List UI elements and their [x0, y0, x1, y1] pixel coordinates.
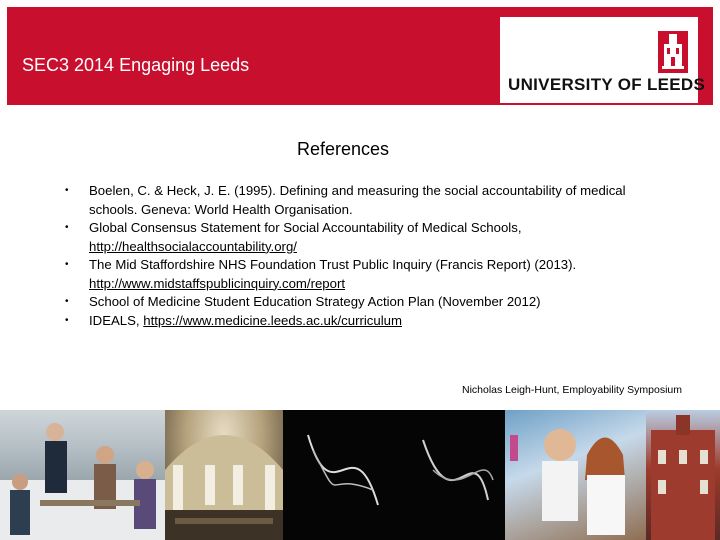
reference-link[interactable]: http://healthsocialaccountability.org/: [89, 238, 297, 254]
light-sculpture-photo: [283, 410, 505, 540]
list-item: • School of Medicine Student Education Strategy Action Plan (November 2012): [65, 293, 670, 312]
meeting-photo: [0, 410, 165, 540]
building-illustration: [646, 410, 720, 540]
photo-strip: [0, 410, 720, 540]
library-photo: [165, 410, 283, 540]
university-logo: [500, 17, 706, 103]
list-item: • The Mid Staffordshire NHS Foundation Trust Public Inquiry (Francis Report) (2013). http://www.midstaffspublicinquiry.com/report: [65, 257, 577, 291]
light-sculpture-illustration: [283, 410, 505, 540]
crest-icon: [658, 31, 688, 73]
meeting-illustration: [0, 410, 165, 540]
list-item: • Global Consensus Statement for Social Accountability of Medical Schools, http://healthsocialaccountability.org/: [65, 220, 522, 254]
library-illustration: [165, 410, 283, 540]
references-heading: References: [296, 139, 390, 159]
bullet-icon: •: [65, 185, 69, 196]
logo-text: UNIVERSITY OF LEEDS: [508, 75, 706, 94]
students-illustration: [505, 410, 646, 540]
reference-link[interactable]: https://www.medicine.leeds.ac.uk/curriculum: [143, 312, 402, 328]
list-item: • Boelen, C. & Heck, J. E. (1995). Defining and measuring the social accountability of medical schools. Geneva: World Health Organisation.: [65, 183, 626, 217]
bullet-icon: •: [65, 259, 69, 270]
reference-link[interactable]: http://www.midstaffspublicinquiry.com/report: [89, 275, 346, 291]
students-lab-photo: [505, 410, 646, 540]
list-item: • IDEALS, https://www.medicine.leeds.ac.uk/curriculum: [65, 312, 670, 331]
bullet-icon: •: [65, 296, 69, 307]
bullet-icon: •: [65, 222, 69, 233]
campus-building-photo: [646, 410, 720, 540]
references-list: [65, 182, 670, 330]
course-title: SEC3 2014 Engaging Leeds: [22, 55, 250, 75]
bullet-icon: •: [65, 314, 69, 326]
footer-credit: Nicholas Leigh-Hunt, Employability Symposium: [461, 384, 682, 396]
